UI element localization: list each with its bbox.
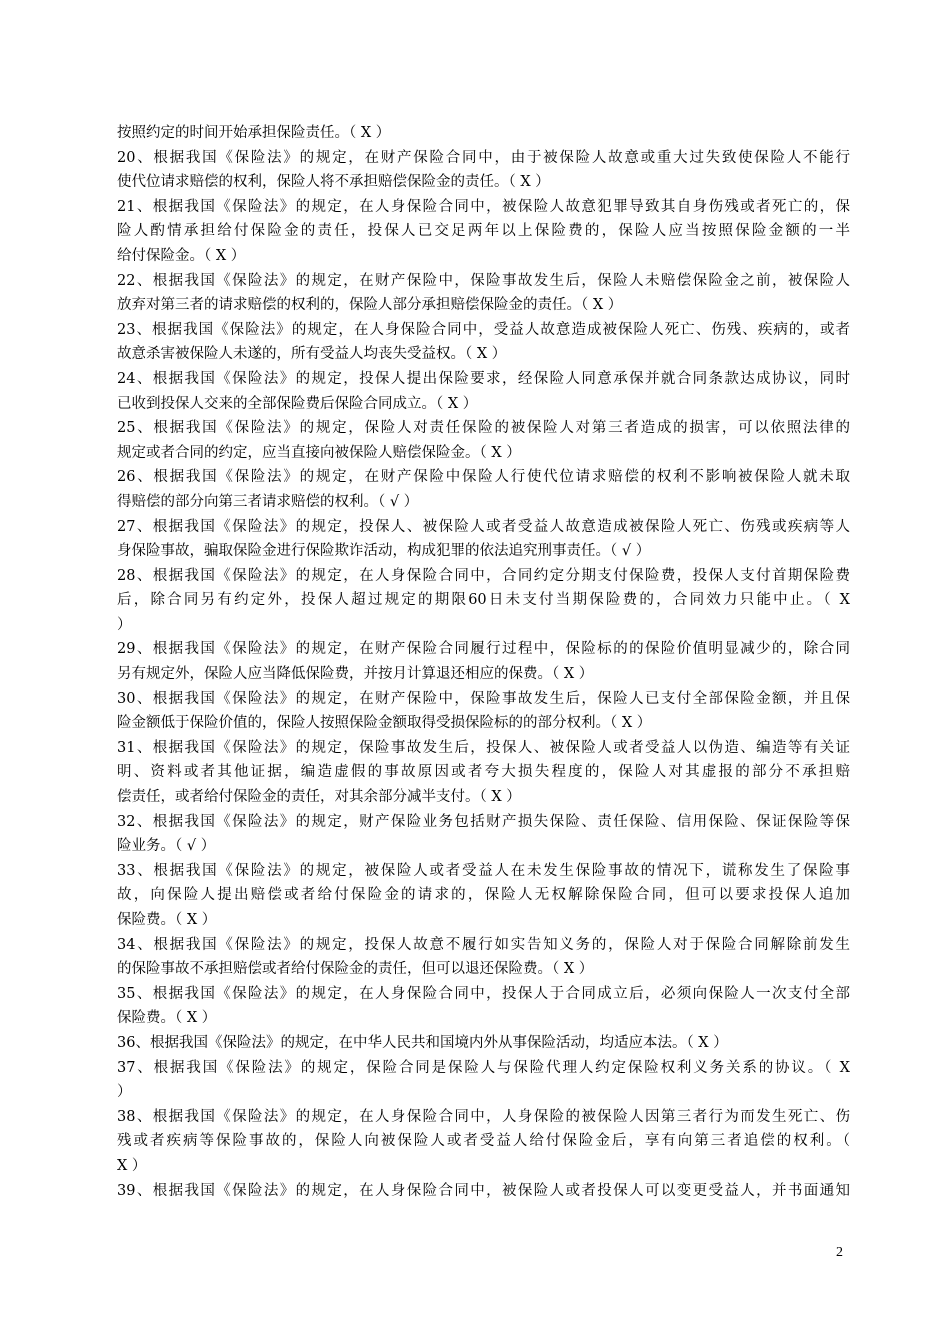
text-line: 32、根据我国《保险法》的规定，财产保险业务包括财产损失保险、责任保险、信用保险、保证保险等保 xyxy=(117,813,850,830)
text-line: 险金额低于保险价值的，保险人按照保险金额取得受损保险标的的部分权利。（ X ） xyxy=(117,715,652,732)
text-line: 已收到投保人交来的全部保险费后保险合同成立。（ X ） xyxy=(117,395,478,412)
document-body xyxy=(117,121,850,1203)
text-line: 明、资料或者其他证据，编造虚假的事故原因或者夸大损失程度的，保险人对其虚报的部分不承担赔 xyxy=(117,764,850,781)
text-line: 偿责任，或者给付保险金的责任，对其余部分减半支付。（ X ） xyxy=(117,789,521,806)
text-line: 29、根据我国《保险法》的规定，在财产保险合同履行过程中，保险标的的保险价值明显减少的，除合同 xyxy=(117,641,850,658)
text-line: 保险费。（ X ） xyxy=(117,1010,217,1027)
text-line: 30、根据我国《保险法》的规定，在财产保险中，保险事故发生后，保险人已支付全部保险金额，并且保 xyxy=(117,690,850,707)
text-line: 按照约定的时间开始承担保险责任。（ X ） xyxy=(117,125,391,141)
text-line: 34、根据我国《保险法》的规定，投保人故意不履行如实告知义务的，保险人对于保险合同解除前发生 xyxy=(117,936,850,953)
text-line: 保险费。（ X ） xyxy=(117,912,217,928)
text-line: 31、根据我国《保险法》的规定，保险事故发生后，投保人、被保险人或者受益人以伪造、编造等有关证 xyxy=(117,739,850,756)
text-line: 23、根据我国《保险法》的规定，在人身保险合同中，受益人故意造成被保险人死亡、伤残、疾病的，或者 xyxy=(117,321,850,338)
text-line: 38、根据我国《保险法》的规定，在人身保险合同中，人身保险的被保险人因第三者行为而发生死亡、伤 xyxy=(117,1108,850,1125)
text-line: 故，向保险人提出赔偿或者给付保险金的请求的，保险人无权解除保险合同，但可以要求投保人追加 xyxy=(117,887,850,904)
text-line: 37、根据我国《保险法》的规定，保险合同是保险人与保险代理人约定保险权利义务关系的协议。（ X xyxy=(117,1059,850,1076)
text-line: 另有规定外，保险人应当降低保险费，并按月计算退还相应的保费。（ X ） xyxy=(117,666,594,683)
text-line: 39、根据我国《保险法》的规定，在人身保险合同中，被保险人或者投保人可以变更受益人，并书面通知 xyxy=(117,1182,850,1199)
text-line: 25、根据我国《保险法》的规定，保险人对责任保险的被保险人对第三者造成的损害，可以依照法律的 xyxy=(117,420,850,437)
text-line: X ） xyxy=(117,1157,147,1174)
text-line: 26、根据我国《保险法》的规定，在财产保险中保险人行使代位请求赔偿的权利不影响被保险人就未取 xyxy=(117,469,850,486)
text-line: 故意杀害被保险人未遂的，所有受益人均丧失受益权。（ X ） xyxy=(117,346,507,363)
text-line: 险业务。（ √ ） xyxy=(117,838,216,855)
text-line: 24、根据我国《保险法》的规定，投保人提出保险要求，经保险人同意承保并就合同条款达成协议，同时 xyxy=(117,370,850,387)
text-line: 给付保险金。（ X ） xyxy=(117,247,246,264)
text-line: ） xyxy=(117,1084,132,1101)
text-line: 21、根据我国《保险法》的规定，在人身保险合同中，被保险人故意犯罪导致其自身伤残或者死亡的，保 xyxy=(117,198,850,215)
text-line: 后，除合同另有约定外，投保人超过规定的期限60日未支付当期保险费的，合同效力只能中止。（ X xyxy=(117,592,850,609)
text-line: 的保险事故不承担赔偿或者给付保险金的责任，但可以退还保险费。（ X ） xyxy=(117,961,594,978)
text-line: 规定或者合同的约定，应当直接向被保险人赔偿保险金。（ X ） xyxy=(117,444,521,461)
text-line: 20、根据我国《保险法》的规定，在财产保险合同中，由于被保险人故意或重大过失致使保险人不能行 xyxy=(117,149,850,166)
text-line: ） xyxy=(117,616,132,633)
page-number: 2 xyxy=(836,1245,843,1260)
text-line: 27、根据我国《保险法》的规定，投保人、被保险人或者受益人故意造成被保险人死亡、伤残或疾病等人 xyxy=(117,518,850,535)
text-line: 险人酌情承担给付保险金的责任，投保人已交足两年以上保险费的，保险人应当按照保险金额的一半 xyxy=(117,223,850,240)
text-line: 36、根据我国《保险法》的规定，在中华人民共和国境内外从事保险活动，均适应本法。（ X ） xyxy=(117,1034,728,1051)
text-line: 放弃对第三者的请求赔偿的权利的，保险人部分承担赔偿保险金的责任。（ X ） xyxy=(117,297,623,314)
text-line: 使代位请求赔偿的权利，保险人将不承担赔偿保险金的责任。（ X ） xyxy=(117,174,550,191)
text-line: 身保险事故，骗取保险金进行保险欺诈活动，构成犯罪的依法追究刑事责任。（ √ ） xyxy=(117,543,651,560)
text-line: 28、根据我国《保险法》的规定，在人身保险合同中，合同约定分期支付保险费，投保人支付首期保险费 xyxy=(117,567,850,584)
text-line: 33、根据我国《保险法》的规定，被保险人或者受益人在未发生保险事故的情况下，谎称发生了保险事 xyxy=(117,862,850,879)
text-line: 35、根据我国《保险法》的规定，在人身保险合同中，投保人于合同成立后，必须向保险人一次支付全部 xyxy=(117,985,850,1002)
text-line: 22、根据我国《保险法》的规定，在财产保险中，保险事故发生后，保险人未赔偿保险金之前，被保险人 xyxy=(117,272,850,289)
text-line: 残或者疾病等保险事故的，保险人向被保险人或者受益人给付保险金后，享有向第三者追偿的权利。（ xyxy=(117,1133,850,1150)
text-line: 得赔偿的部分向第三者请求赔偿的权利。（ √ ） xyxy=(117,493,419,510)
